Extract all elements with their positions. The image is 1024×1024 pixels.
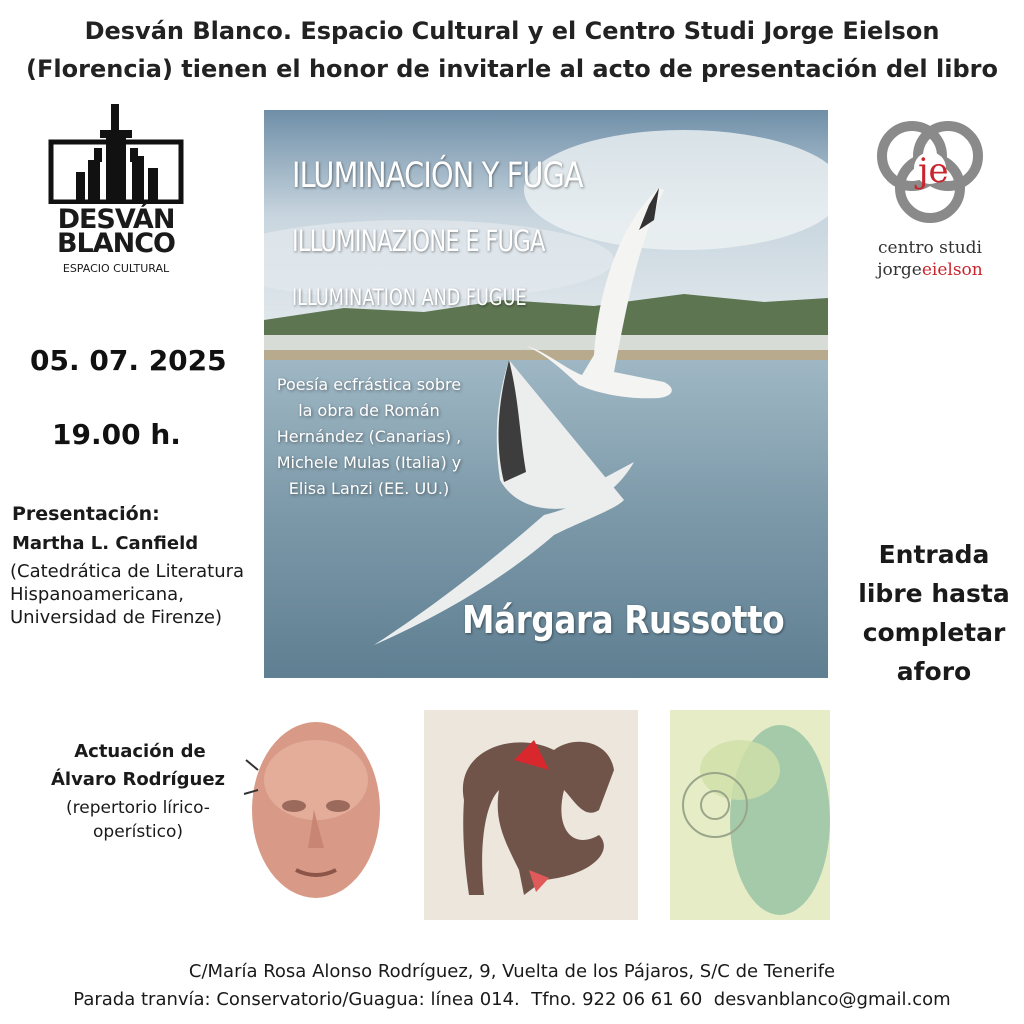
header-line-2: (Florencia) tienen el honor de invitarle al acto de presentación del libro <box>26 55 998 83</box>
presenter-name: Martha L. Canfield <box>12 533 199 554</box>
performance-description: (repertorio lírico-operístico) <box>66 798 210 842</box>
book-title-es: ILUMINACIÓN Y FUGA <box>292 156 583 196</box>
tower-icon <box>48 104 184 204</box>
entrance-note: Entrada libre hasta completar aforo <box>858 540 1010 686</box>
book-author: Márgara Russotto <box>462 598 785 642</box>
centro-studi-eielson-logo <box>860 108 1000 298</box>
contact-line: Parada tranvía: Conservatorio/Guagua: línea 014. Tfno. 922 06 61 60 desvanblanco@gmail.com <box>73 989 951 1010</box>
artwork-green-abstract <box>670 710 830 920</box>
logo-word-desvan: DESVÁN <box>57 204 175 235</box>
address-line: C/María Rosa Alonso Rodríguez, 9, Vuelta de los Pájaros, S/C de Tenerife <box>188 961 836 982</box>
performance-label: Actuación de <box>74 741 206 762</box>
book-title-en: ILLUMINATION AND FUGUE <box>292 286 527 311</box>
svg-text:je: je <box>918 151 949 191</box>
invitation-header <box>0 12 1024 88</box>
desvan-blanco-logo <box>48 104 184 280</box>
logo-word-blanco: BLANCO <box>56 228 176 259</box>
logo-tagline: ESPACIO CULTURAL <box>62 262 170 275</box>
presentation-label: Presentación: <box>12 503 160 525</box>
header-line-1: Desván Blanco. Espacio Cultural y el Centro Studi Jorge Eielson <box>84 17 940 45</box>
book-title-it: ILLUMINAZIONE E FUGA <box>292 224 545 258</box>
book-subtitle: Poesía ecfrástica sobre la obra de Román Hernández (Canarias) , Michele Mulas (Italia) y Elisa Lanzi (EE. UU.) <box>276 375 462 498</box>
event-time: 19.00 h. <box>52 418 181 451</box>
logo-jorge-eielson <box>860 260 1000 280</box>
logo-eielson: eielson <box>921 260 983 280</box>
knot-icon <box>870 108 990 232</box>
performer-name: Álvaro Rodríguez <box>50 769 226 790</box>
artwork-abstract-drawing <box>424 710 638 920</box>
book-cover <box>264 110 828 678</box>
logo-jorge: jorge <box>877 260 922 280</box>
event-date: 05. 07. 2025 <box>30 344 227 377</box>
presenter-role: (Catedrática de Literatura Hispanoamericana, Universidad de Firenze) <box>10 561 245 628</box>
artwork-sculpture-head <box>238 710 388 920</box>
logo-centro-studi: centro studi <box>878 238 982 258</box>
